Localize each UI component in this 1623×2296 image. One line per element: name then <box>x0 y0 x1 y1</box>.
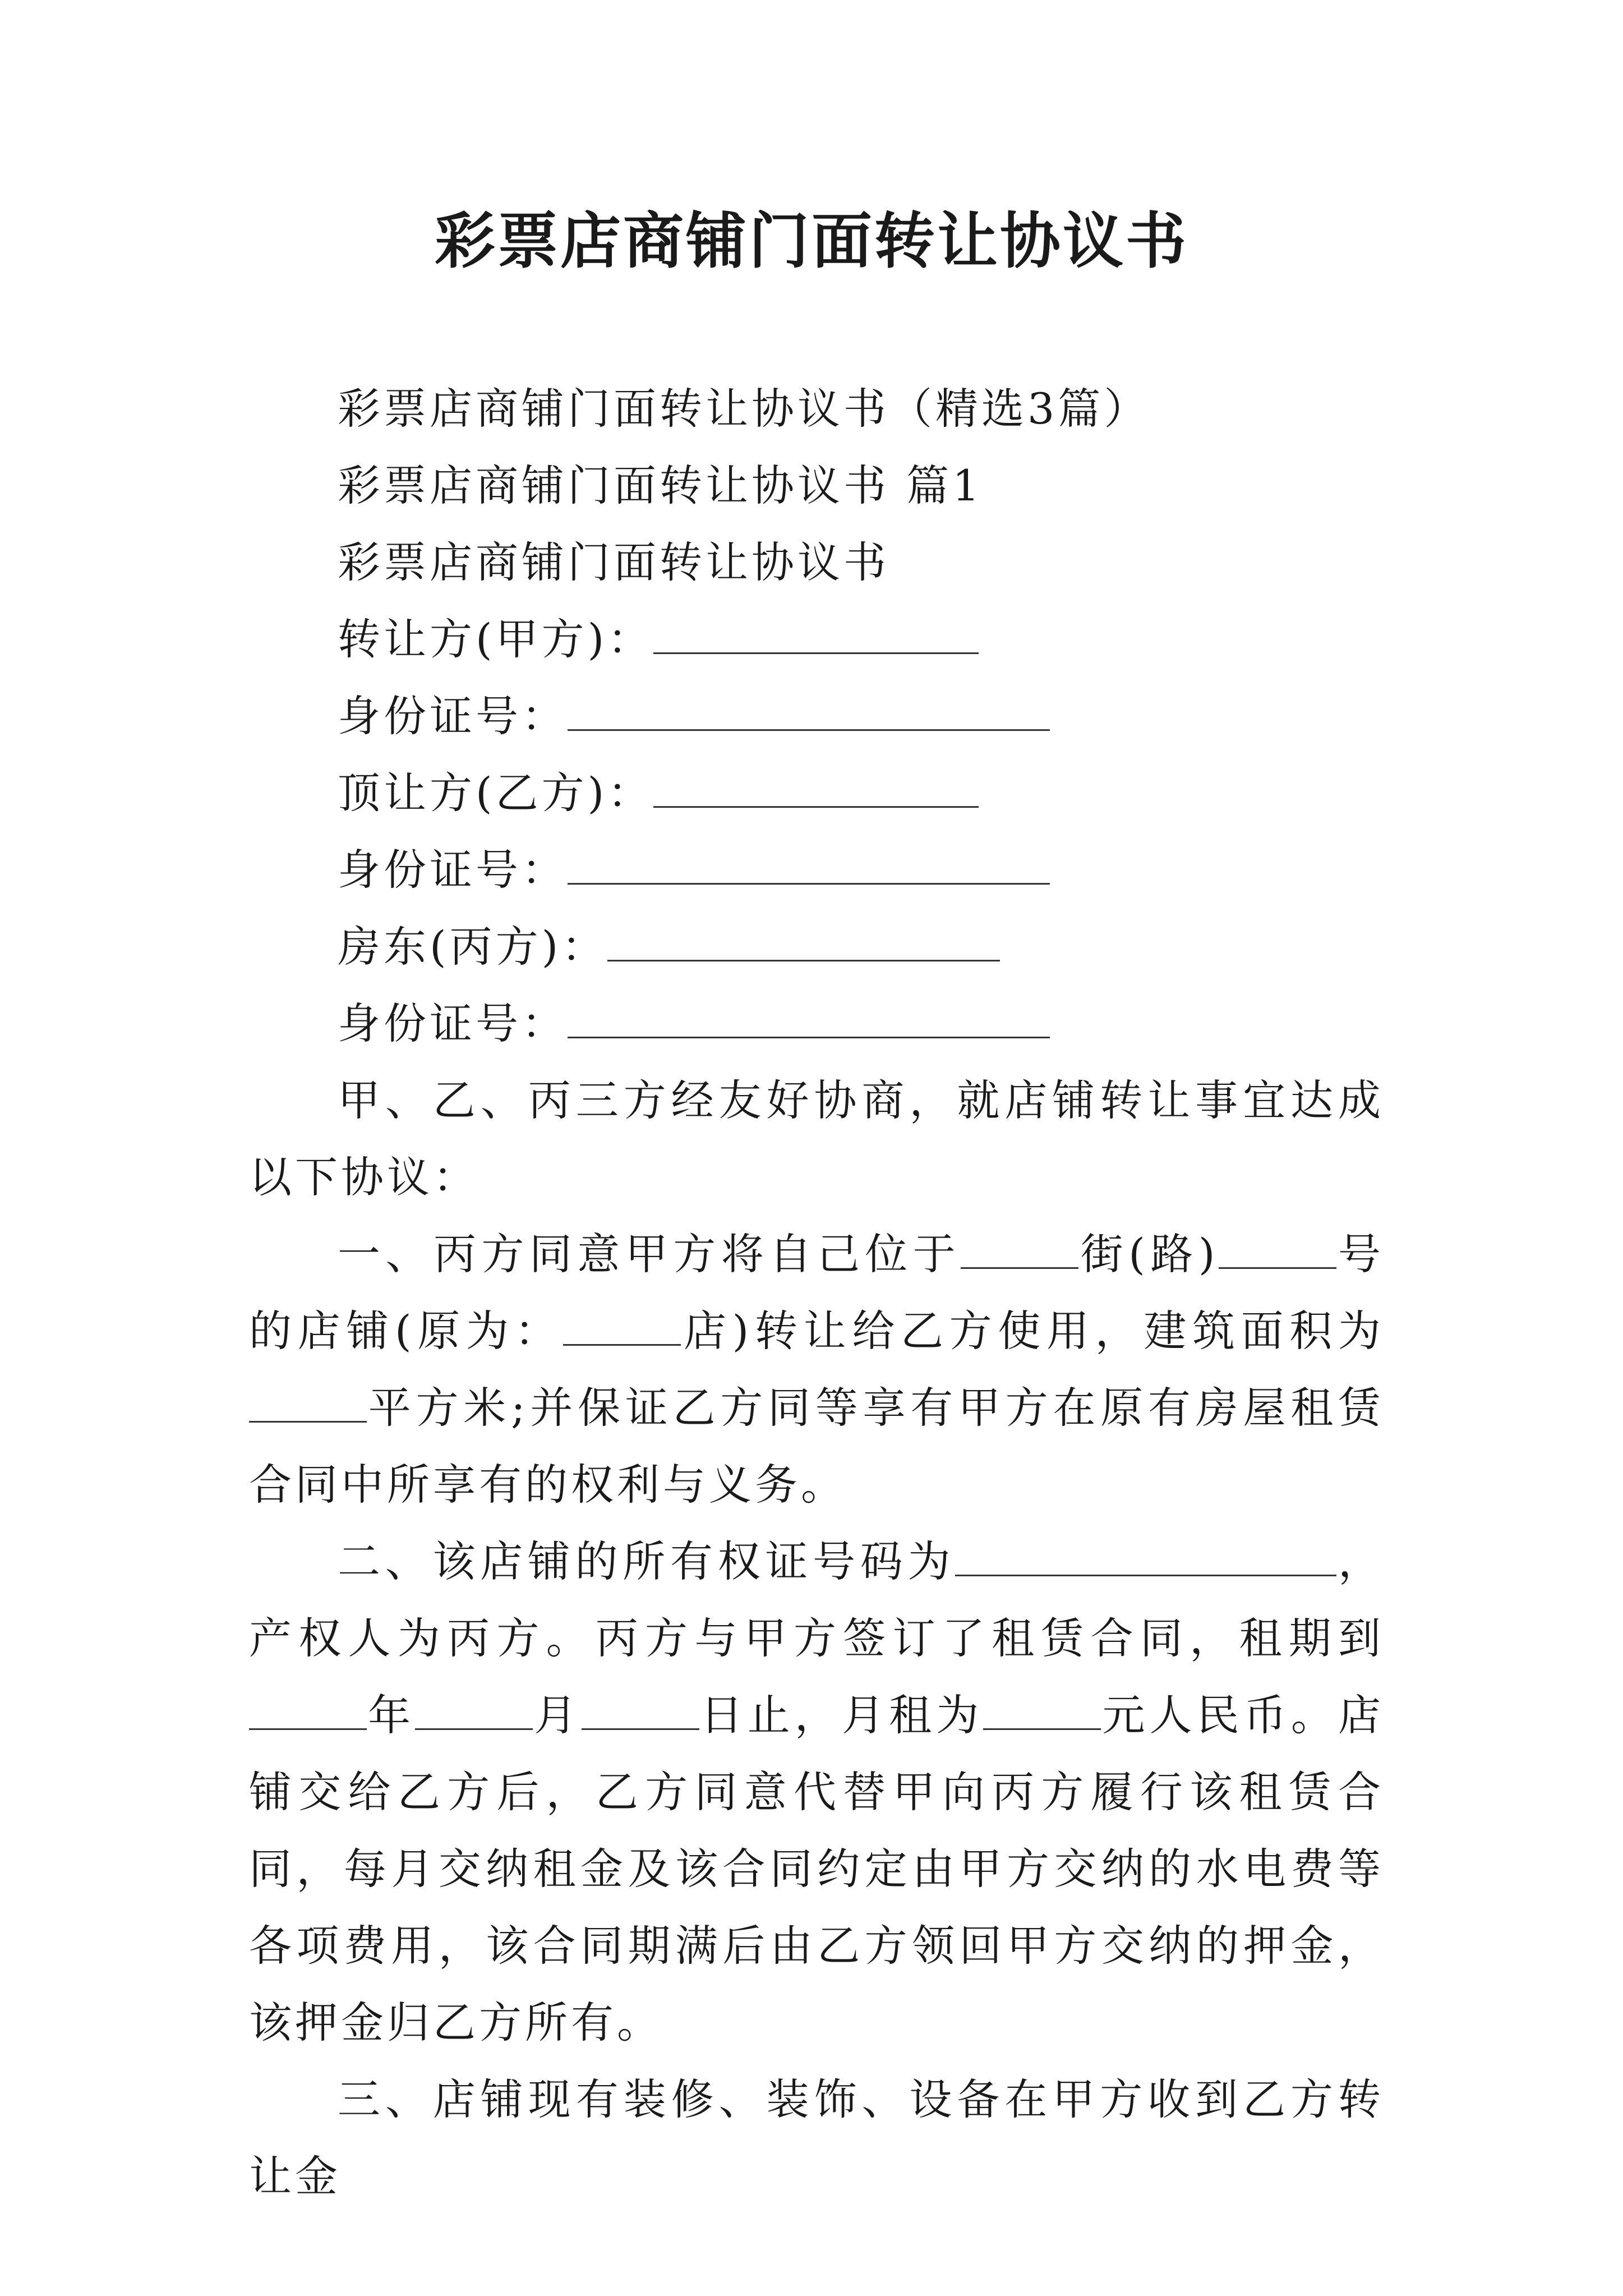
area-blank <box>249 1384 367 1423</box>
transferor-id-label: 身份证号： <box>338 691 568 741</box>
transferor-id-field <box>249 678 1384 754</box>
transferee-id-field <box>249 831 1384 908</box>
transferee-id-label: 身份证号： <box>338 845 568 895</box>
street-blank <box>961 1230 1078 1269</box>
clause-2-text-3: 年 <box>367 1690 416 1740</box>
transferor-id-blank <box>568 692 1050 731</box>
transferor-label: 转让方(甲方)： <box>338 614 654 664</box>
lease-year-blank <box>249 1691 367 1730</box>
preamble-paragraph: 甲、乙、丙三方经友好协商，就店铺转让事宜达成以下协议： <box>249 1075 1384 1202</box>
clause-1-text-1: 一、丙方同意甲方将自己位于 <box>338 1229 961 1279</box>
landlord-id-blank <box>568 1000 1050 1038</box>
transferor-blank <box>653 615 979 654</box>
landlord-blank <box>607 923 1000 961</box>
transferee-id-blank <box>568 846 1050 885</box>
transferee-label: 顶让方(乙方)： <box>338 768 654 818</box>
clause-1-text-4: 店)转让给乙方使用，建筑面积为 <box>681 1306 1384 1356</box>
lease-day-blank <box>582 1691 699 1730</box>
clause-2-text-4: 月 <box>533 1690 582 1740</box>
clause-1-text-2: 街(路) <box>1078 1229 1219 1279</box>
landlord-field <box>249 908 1384 985</box>
landlord-id-field <box>249 985 1384 1062</box>
landlord-id-label: 身份证号： <box>338 999 568 1048</box>
clause-1-text-5: 平方米;并保证乙方同等享有甲方在原有房屋租赁合同中所享有的权利与义务。 <box>249 1383 1384 1510</box>
certificate-number-blank <box>955 1538 1336 1576</box>
original-shop-blank <box>563 1307 681 1346</box>
section-title: 彩票店商铺门面转让协议书 <box>338 537 889 587</box>
collection-title: 彩票店商铺门面转让协议书（精选3篇） <box>338 384 1150 434</box>
clause-2-text-6: 元人民币。店铺交给乙方后，乙方同意代替甲向丙方履行该租赁合同，每月交纳租金及该合同约定由甲方交纳的水电费等各项费用，该合同期满后由乙方领回甲方交纳的押金，该押金归乙方所有。 <box>249 1690 1385 2047</box>
clause-1-text-3: 号的店铺(原为： <box>249 1229 1384 1356</box>
clause-2-paragraph <box>249 1523 1384 2061</box>
clause-2-text-5: 日止，月租为 <box>699 1690 984 1740</box>
clause-2-text-1: 二、该店铺的所有权证号码为 <box>338 1536 956 1586</box>
lease-month-blank <box>415 1691 533 1730</box>
monthly-rent-blank <box>983 1691 1101 1730</box>
transferee-blank <box>653 769 979 808</box>
clause-1-paragraph <box>249 1216 1384 1523</box>
clause-3-paragraph: 三、店铺现有装修、装饰、设备在甲方收到乙方转让金 <box>249 2074 1384 2201</box>
clause-2-text-2: ，产权人为丙方。丙方与甲方签订了租赁合同，租期到 <box>249 1536 1385 1663</box>
landlord-label: 房东(丙方)： <box>338 922 608 972</box>
document-title: 彩票店商铺门面转让协议书 <box>434 206 1188 277</box>
transferor-field <box>249 601 1384 678</box>
transferee-field <box>249 754 1384 831</box>
street-number-blank <box>1219 1230 1336 1269</box>
document-body <box>249 370 1384 2215</box>
chapter-heading: 彩票店商铺门面转让协议书 篇1 <box>338 461 983 510</box>
